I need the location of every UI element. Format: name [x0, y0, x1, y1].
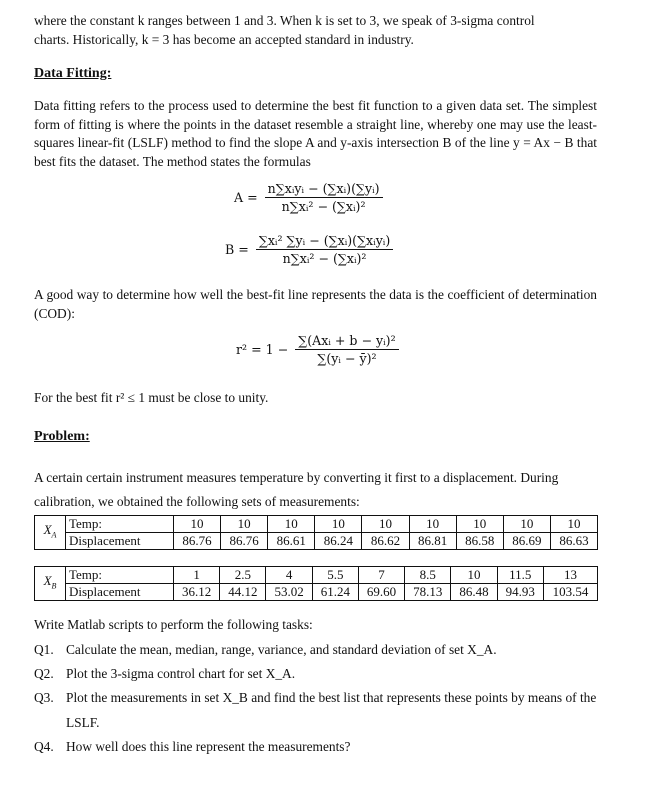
table-B-displacement-row [35, 584, 598, 601]
formula-A-numerator: n∑xᵢyᵢ − (∑xᵢ)(∑yᵢ) [265, 181, 383, 198]
table-B-temp-label: Temp: [66, 567, 174, 584]
best-fit-note: For the best fit r² ≤ 1 must be close to unity. [34, 390, 269, 405]
table-A-displacement-cell: 86.76 [174, 533, 221, 550]
formula-slope-A [234, 181, 383, 214]
problem-line-2: calibration, we obtained the following sets of measurements: [34, 494, 360, 509]
formula-r-denominator: ∑(yᵢ − ȳ)² [317, 351, 377, 366]
table-A-temp-label: Temp: [66, 516, 174, 533]
table-B-displacement-cell: 53.02 [266, 584, 312, 601]
problem-heading: Problem: [34, 429, 90, 444]
task-item [34, 686, 600, 734]
formula-cod [236, 333, 399, 366]
table-A-displacement-cell: 86.61 [268, 533, 315, 550]
table-B-temp-cell: 7 [358, 567, 404, 584]
table-B-displacement-cell: 36.12 [174, 584, 220, 601]
table-B-temp-cell: 1 [174, 567, 220, 584]
task-text: Calculate the mean, median, range, variance, and standard deviation of set X_A. [66, 642, 497, 657]
table-B-displacement-cell: 44.12 [220, 584, 266, 601]
cod-paragraph: A good way to determine how well the best-fit line represents the data is the coefficient of determination (COD): [34, 287, 597, 321]
task-item [34, 662, 600, 686]
table-B-temp-cell: 5.5 [312, 567, 358, 584]
task-list [34, 614, 600, 759]
table-A-displacement-cell: 86.58 [456, 533, 503, 550]
table-B-temp-cell: 2.5 [220, 567, 266, 584]
formula-B-denominator: n∑xᵢ² − (∑xᵢ)² [282, 251, 367, 266]
data-fitting-heading: Data Fitting: [34, 66, 112, 81]
table-B-displacement-cell: 61.24 [312, 584, 358, 601]
problem-line-1: A certain certain instrument measures temperature by converting it first to a displacement. During [34, 470, 559, 485]
task-text: Plot the measurements in set X_B and find the best list that represents these points by means of the LSLF. [66, 690, 597, 730]
table-A-temp-cell: 10 [268, 516, 315, 533]
task-number: Q2. [34, 666, 54, 682]
table-A-displacement-cell: 86.24 [315, 533, 362, 550]
table-B-temp-row [35, 567, 598, 584]
formula-B-numerator: ∑xᵢ² ∑yᵢ − (∑xᵢ)(∑xᵢyᵢ) [256, 233, 393, 250]
table-B-temp-cell: 8.5 [405, 567, 451, 584]
table-A-displacement-cell: 86.76 [221, 533, 268, 550]
measurement-table-A [34, 515, 598, 550]
table-B-set-label: $X_B$ [35, 567, 66, 601]
table-B-temp-cell: 10 [451, 567, 497, 584]
table-B-temp-cell: 13 [543, 567, 597, 584]
table-A-displacement-row [35, 533, 598, 550]
formula-r-lhs: r² = 1 − [236, 342, 289, 357]
table-A-displacement-cell: 86.62 [362, 533, 409, 550]
formula-A-lhs: A = [234, 190, 258, 205]
table-A-temp-cell: 10 [456, 516, 503, 533]
table-B-displacement-cell: 94.93 [497, 584, 543, 601]
task-text: Plot the 3-sigma control chart for set X_A. [66, 666, 296, 682]
formula-B-lhs: B = [225, 242, 249, 257]
table-A-displacement-cell: 86.81 [409, 533, 456, 550]
data-fitting-paragraph: Data fitting refers to the process used to determine the best fit function to a given data set. The simplest form of fitting is where the points in the dataset resemble a straight line, whereby one may use the least-squares linear-fit (LSLF) method to find the slope A and y-axis intersection B of the line y = Ax − B that best fits the dataset. The method states the formulas [34, 98, 597, 169]
table-B-temp-cell: 4 [266, 567, 312, 584]
table-A-displacement-cell: 86.63 [550, 533, 597, 550]
tasks-intro: Write Matlab scripts to perform the following tasks: [34, 617, 313, 632]
table-B-temp-cell: 11.5 [497, 567, 543, 584]
intro-text [34, 12, 597, 49]
table-A-temp-cell: 10 [221, 516, 268, 533]
table-B-displacement-label: Displacement [66, 584, 174, 601]
measurement-table-B [34, 566, 598, 601]
task-number: Q4. [34, 738, 54, 754]
intro-line-1: where the constant k ranges between 1 and 3. When k is set to 3, we speak of 3-sigma control [34, 13, 535, 28]
table-A-temp-cell: 10 [315, 516, 362, 533]
table-A-displacement-cell: 86.69 [503, 533, 550, 550]
table-A-temp-row [35, 516, 598, 533]
task-item [34, 638, 600, 662]
formula-intercept-B [225, 233, 393, 266]
table-A-set-label: $X_A$ [35, 516, 66, 550]
table-B-displacement-cell: 69.60 [358, 584, 404, 601]
task-number: Q1. [34, 642, 54, 657]
formula-r-numerator: ∑(Axᵢ + b − yᵢ)² [295, 333, 398, 350]
table-A-displacement-label: Displacement [66, 533, 174, 550]
table-A-temp-cell: 10 [174, 516, 221, 533]
table-A-temp-cell: 10 [550, 516, 597, 533]
table-B-displacement-cell: 103.54 [543, 584, 597, 601]
table-A-temp-cell: 10 [503, 516, 550, 533]
task-number: Q3. [34, 690, 54, 706]
formula-A-denominator: n∑xᵢ² − (∑xᵢ)² [281, 199, 366, 214]
table-A-temp-cell: 10 [409, 516, 456, 533]
intro-line-2: charts. Historically, k = 3 has become an accepted standard in industry. [34, 31, 414, 47]
task-item [34, 735, 600, 759]
task-text: How well does this line represent the measurements? [66, 738, 351, 754]
table-B-displacement-cell: 86.48 [451, 584, 497, 601]
table-B-displacement-cell: 78.13 [405, 584, 451, 601]
table-A-temp-cell: 10 [362, 516, 409, 533]
